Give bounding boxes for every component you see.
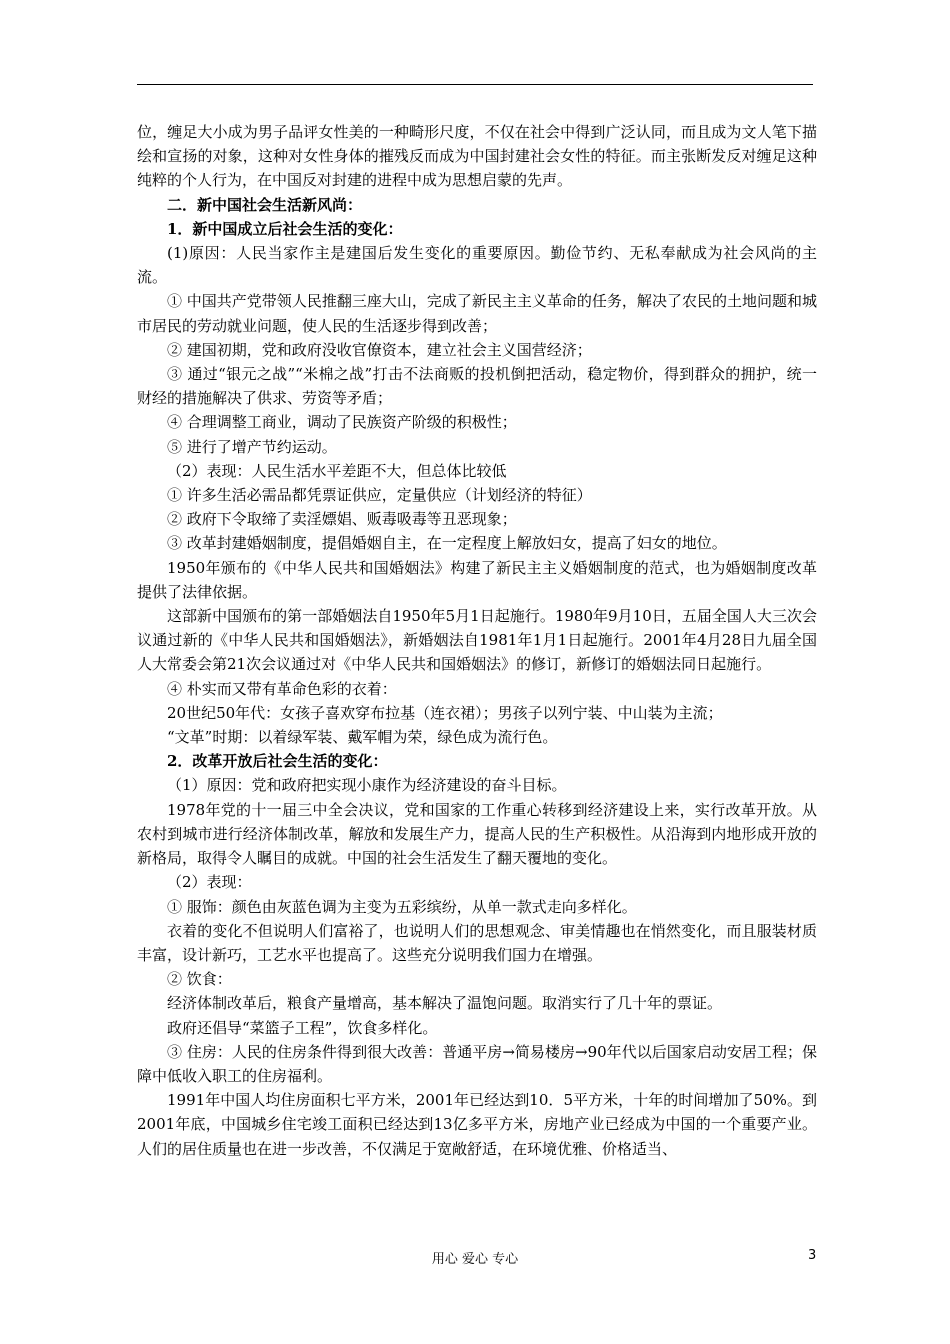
paragraph: 1991年中国人均住房面积七平方米，2001年已经达到10．5平方米，十年的时间增加了50%。到2001年底，中国城乡住宅竣工面积已经达到13亿多平方米，房地产业已经成为中国的一个重要产业。人们的居住质量也在进一步改善，不仅满足于宽敞舒适，在环境优雅、价格适当、: [137, 1091, 817, 1158]
paragraph: ① 许多生活必需品都凭票证供应，定量供应（计划经济的特征）: [167, 486, 592, 505]
page-number: 3: [808, 1248, 817, 1263]
paragraph: 1978年党的十一届三中全会决议，党和国家的工作重心转移到经济建设上来，实行改革开放。从农村到城市进行经济体制改革，解放和发展生产力，提高人民的生产积极性。从沿海到内地形成开放的新格局，取得令人瞩目的成就。中国的社会生活发生了翻天覆地的变化。: [137, 800, 817, 868]
paragraph: 政府还倡导“菜篮子工程”，饮食多样化。: [167, 1018, 438, 1037]
paragraph: （1）原因：党和政府把实现小康作为经济建设的奋斗目标。: [167, 776, 567, 795]
paragraph: ③ 通过“银元之战”“米棉之战”打击不法商贩的投机倒把活动，稳定物价，得到群众的拥护，统一财经的措施解决了供求、劳资等矛盾；: [137, 365, 817, 408]
paragraph: ① 服饰：颜色由灰蓝色调为主变为五彩缤纷，从单一款式走向多样化。: [167, 897, 637, 916]
paragraph: （2）表现：人民生活水平差距不大，但总体比较低: [167, 461, 507, 480]
footer-text: 用心 爱心 专心: [431, 1252, 519, 1267]
section-heading: 2．改革开放后社会生活的变化：: [167, 752, 388, 771]
paragraph: 20世纪50年代：女孩子喜欢穿布拉基（连衣裙）；男孩子以列宁装、中山装为主流；: [167, 703, 723, 722]
paragraph: ③ 改革封建婚姻制度，提倡婚姻自主，在一定程度上解放妇女，提高了妇女的地位。: [167, 534, 727, 553]
paragraph: ③ 住房：人民的住房条件得到很大改善：普通平房→简易楼房→90年代以后国家启动安居工程；保障中低收入职工的住房福利。: [137, 1042, 817, 1085]
section-heading: 二．新中国社会生活新风尚：: [167, 195, 363, 214]
paragraph: 衣着的变化不但说明人们富裕了，也说明人们的思想观念、审美情趣也在悄然变化，而且服装材质丰富，设计新巧，工艺水平也提高了。这些充分说明我们国力在增强。: [137, 921, 817, 964]
paragraph: ② 建国初期，党和政府没收官僚资本，建立社会主义国营经济；: [167, 340, 592, 359]
header-rule: [137, 84, 813, 85]
paragraph: ④ 朴实而又带有革命色彩的衣着：: [167, 679, 397, 698]
paragraph: “文革”时期：以着绿军装、戴军帽为荣，绿色成为流行色。: [167, 728, 558, 747]
section-heading: 1．新中国成立后社会生活的变化：: [167, 219, 403, 238]
paragraph: ② 政府下令取缔了卖淫嫖娼、贩毒吸毒等丑恶现象；: [167, 510, 517, 529]
paragraph: ⑤ 进行了增产节约运动。: [167, 437, 337, 456]
paragraph: ② 饮食：: [167, 970, 232, 989]
paragraph: (1)原因：人民当家作主是建国后发生变化的重要原因。勤俭节约、无私奉献成为社会风尚的主流。: [137, 244, 817, 287]
paragraph: （2）表现：: [167, 873, 252, 892]
document-body: [137, 120, 817, 1161]
paragraph: ④ 合理调整工商业，调动了民族资产阶级的积极性；: [167, 413, 517, 432]
paragraph: 位，缠足大小成为男子品评女性美的一种畸形尺度，不仅在社会中得到广泛认同，而且成为文人笔下描绘和宣扬的对象，这种对女性身体的摧残反而成为中国封建社会女性的特征。而主张断发反对缠足这种纯粹的个人行为，在中国反对封建的进程中成为思想启蒙的先声。: [137, 123, 817, 190]
paragraph: 经济体制改革后，粮食产量增高，基本解决了温饱问题。取消实行了几十年的票证。: [167, 994, 723, 1013]
paragraph: 1950年颁布的《中华人民共和国婚姻法》构建了新民主主义婚姻制度的范式，也为婚姻制度改革提供了法律依据。: [137, 558, 817, 601]
paragraph: 这部新中国颁布的第一部婚姻法自1950年5月1日起施行。1980年9月10日，五届全国人大三次会议通过新的《中华人民共和国婚姻法》，新婚姻法自1981年1月1日起施行。2001年4月28日九届全国人大常委会第21次会议通过对《中华人民共和国婚姻法》的修订，新修订的婚姻法同日起施行。: [137, 607, 817, 674]
paragraph: ① 中国共产党带领人民推翻三座大山，完成了新民主主义革命的任务，解决了农民的土地问题和城市居民的劳动就业问题，使人民的生活逐步得到改善；: [137, 292, 817, 335]
